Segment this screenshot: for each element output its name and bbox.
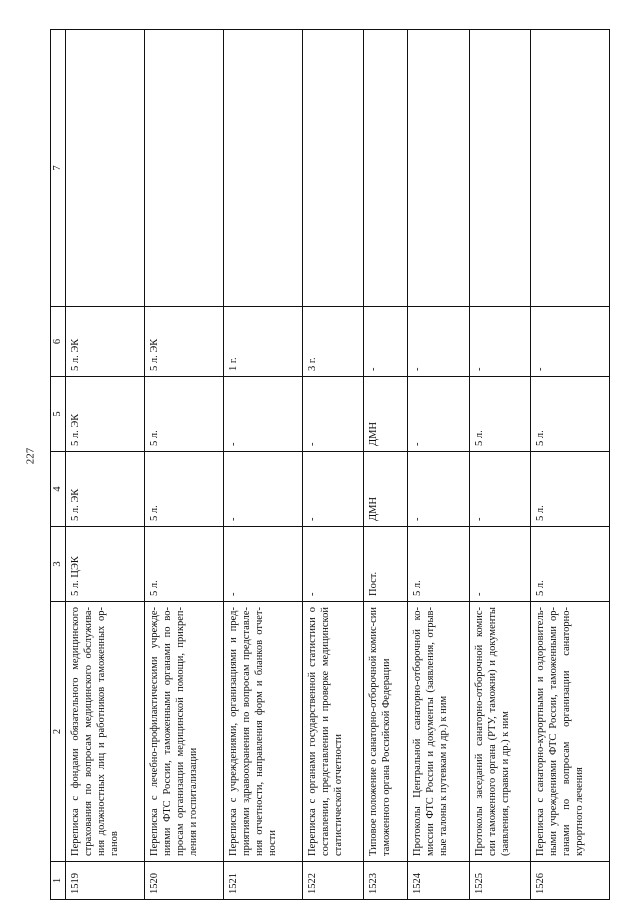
column-header: 4 (51, 452, 66, 527)
item-number-cell: 1525 (469, 862, 530, 900)
note-cell (408, 30, 469, 307)
note-cell (364, 30, 408, 307)
table-row (302, 30, 363, 900)
retention-cell: 5 л. ЭК (66, 452, 145, 527)
retention-cell: Пост. (364, 527, 408, 602)
description-cell: Переписка с санаторно-курортными и оздоровитель-ными учреждениями ФТС России, таможенными ор-ганами по вопросам организации санаторно-курортного лечения (531, 602, 610, 862)
item-number-cell: 1524 (408, 862, 469, 900)
retention-cell: ДМН (364, 452, 408, 527)
description-cell: Протоколы Центральной санаторно-отборочной ко-миссии ФТС России и документы (заявления, отрыв-ные талоны к путевкам и др.) к ним (408, 602, 469, 862)
retention-cell: 5 л. (408, 527, 469, 602)
retention-cell: - (302, 452, 363, 527)
retention-cell: - (531, 307, 610, 377)
retention-cell: - (408, 307, 469, 377)
retention-cell: 5 л. ЭК (66, 307, 145, 377)
table-row (364, 30, 408, 900)
retention-cell: 1 г. (223, 307, 302, 377)
item-number-cell: 1523 (364, 862, 408, 900)
column-header: 1 (51, 862, 66, 900)
retention-cell: ДМН (364, 377, 408, 452)
retention-table-container (50, 30, 610, 900)
column-header: 3 (51, 527, 66, 602)
retention-cell: - (223, 377, 302, 452)
column-header: 6 (51, 307, 66, 377)
retention-cell: 5 л. ЦЭК (66, 527, 145, 602)
retention-cell: 5 л. (144, 452, 223, 527)
table-row (223, 30, 302, 900)
note-cell (144, 30, 223, 307)
description-cell: Переписка с лечебно-профилактическими учрежде-ниями ФТС России, таможенными органами по во-просам организации медицинской помощи, прикреп-ления и госпитализации (144, 602, 223, 862)
description-cell: Типовое положение о санаторно-отборочной комис-сии таможенного органа Российской Федерации (364, 602, 408, 862)
item-number-cell: 1519 (66, 862, 145, 900)
item-number-cell: 1520 (144, 862, 223, 900)
item-number-cell: 1521 (223, 862, 302, 900)
retention-cell: - (364, 307, 408, 377)
retention-cell: - (408, 377, 469, 452)
retention-cell: 3 г. (302, 307, 363, 377)
header-row (51, 30, 66, 900)
note-cell (66, 30, 145, 307)
description-cell: Переписка с учреждениями, организациями и пред-приятиями здравоохранения по вопросам представле-ния отчетности, направления форм и бланков отчет-ности (223, 602, 302, 862)
column-header: 5 (51, 377, 66, 452)
retention-cell: 5 л. (469, 377, 530, 452)
retention-cell: - (302, 377, 363, 452)
table-row (144, 30, 223, 900)
column-header: 7 (51, 30, 66, 307)
retention-cell: 5 л. (144, 377, 223, 452)
retention-cell: - (469, 527, 530, 602)
item-number-cell: 1522 (302, 862, 363, 900)
note-cell (469, 30, 530, 307)
item-number-cell: 1526 (531, 862, 610, 900)
retention-cell: - (223, 527, 302, 602)
retention-cell: - (469, 452, 530, 527)
retention-table (50, 29, 610, 900)
note-cell (302, 30, 363, 307)
description-cell: Переписка с органами государственной статистики о составлении, представлении и проверке медицинской статистической отчетности (302, 602, 363, 862)
table-row (408, 30, 469, 900)
retention-cell: - (408, 452, 469, 527)
retention-cell: - (302, 527, 363, 602)
retention-cell: 5 л. ЭК (144, 307, 223, 377)
column-header: 2 (51, 602, 66, 862)
table-row (531, 30, 610, 900)
retention-cell: 5 л. (531, 377, 610, 452)
table-row (66, 30, 145, 900)
retention-cell: 5 л. ЭК (66, 377, 145, 452)
retention-cell: - (223, 452, 302, 527)
note-cell (531, 30, 610, 307)
retention-cell: 5 л. (531, 527, 610, 602)
note-cell (223, 30, 302, 307)
description-cell: Переписка с фондами обязательного медицинского страхования по вопросам медицинского обслужива-ния должностных лиц и работников таможенных ор-ганов (66, 602, 145, 862)
retention-cell: - (469, 307, 530, 377)
page-number: 227 (24, 447, 37, 465)
retention-cell: 5 л. (531, 452, 610, 527)
retention-cell: 5 л. (144, 527, 223, 602)
description-cell: Протоколы заседаний санаторно-отборочной комис-сии таможенного органа (РТУ, таможни) и документы (заявления, справки и др.) к ним (469, 602, 530, 862)
table-row (469, 30, 530, 900)
document-sheet (50, 30, 610, 900)
